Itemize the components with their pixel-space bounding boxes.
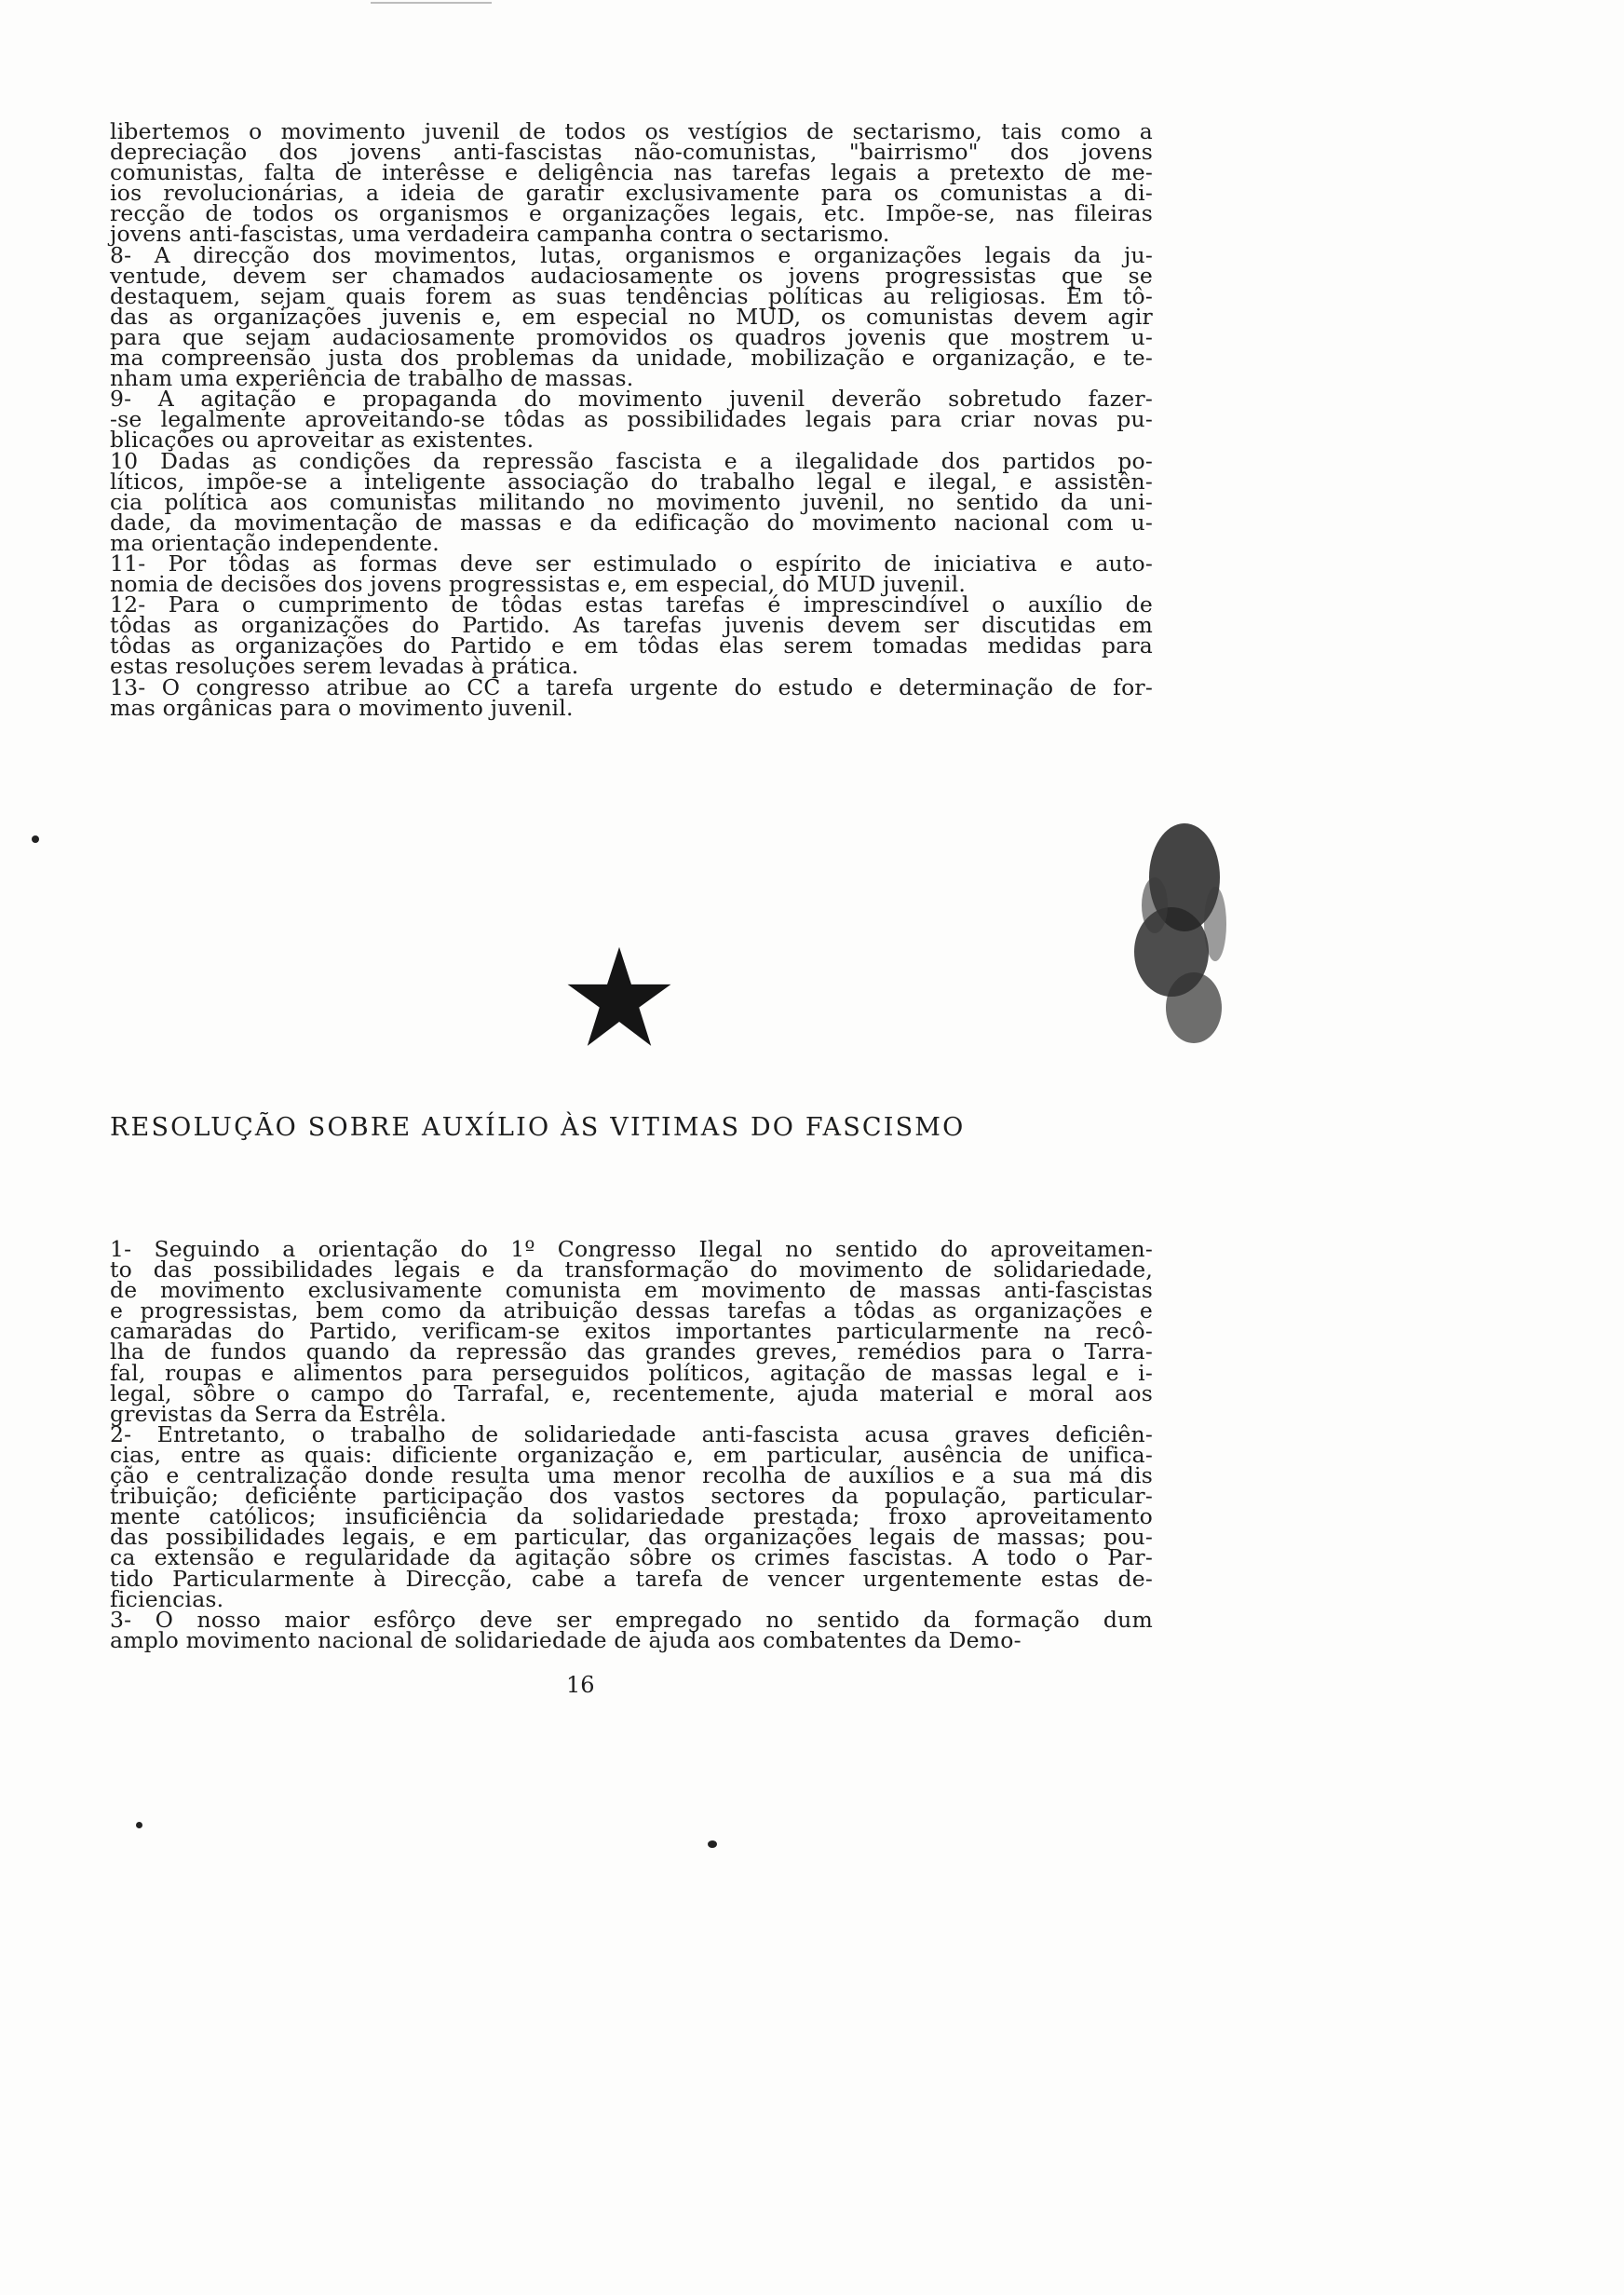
text-line: mente católicos; insuficiência da solidariedade prestada; froxo aproveitamento bbox=[110, 1503, 1153, 1530]
text-line: 3- O nosso maior esfôrço deve ser empregado no sentido da formação dum bbox=[110, 1606, 1153, 1633]
text-line: ios revolucionárias, a ideia de garatir exclusivamente para os comunistas a di- bbox=[110, 180, 1153, 207]
text-line: -se legalmente aproveitando-se tôdas as possibilidades legais para criar novas pu- bbox=[110, 406, 1153, 433]
text-line: ma compreensão justa dos problemas da unidade, mobilização e organização, e te- bbox=[110, 345, 1153, 372]
resolution-body-text bbox=[110, 1236, 1153, 1653]
text-line: 12- Para o cumprimento de tôdas estas tarefas é imprescindível o auxílio de bbox=[110, 591, 1153, 618]
text-line: ca extensão e regularidade da agitação sôbre os crimes fascistas. A todo o Par- bbox=[110, 1544, 1153, 1571]
text-line: estas resoluções serem levadas à prática. bbox=[110, 653, 579, 680]
text-line: dade, da movimentação de massas e da edificação do movimento nacional com u- bbox=[110, 509, 1153, 536]
text-line: ção e centralização donde resulta uma menor recolha de auxílios e a sua má dis bbox=[110, 1462, 1153, 1489]
resolution-heading: RESOLUÇÃO SOBRE AUXÍLIO ÀS VITIMAS DO FASCISMO bbox=[110, 1113, 966, 1142]
text-line: das as organizações juvenis e, em especial no MUD, os comunistas devem agir bbox=[110, 303, 1153, 330]
text-line: de movimento exclusivamente comunista em movimento de massas anti-fascistas bbox=[110, 1277, 1153, 1304]
text-line: jovens anti-fascistas, uma verdadeira campanha contra o sectarismo. bbox=[110, 221, 890, 248]
text-line: tôdas as organizações do Partido e em tôdas elas serem tomadas medidas para bbox=[110, 632, 1153, 659]
scan-mark bbox=[371, 2, 492, 4]
text-line: 2- Entretanto, o trabalho de solidariedade anti-fascista acusa graves deficiên- bbox=[110, 1420, 1153, 1447]
text-line: to das possibilidades legais e da transformação do movimento de solidariedade, bbox=[110, 1256, 1153, 1283]
text-line: 8- A direcção dos movimentos, lutas, organismos e organizações legais da ju- bbox=[110, 241, 1153, 268]
ink-speck bbox=[32, 835, 39, 843]
text-line: destaquem, sejam quais forem as suas tendências políticas au religiosas. Em tô- bbox=[110, 282, 1153, 309]
ink-speck bbox=[708, 1840, 717, 1848]
text-line: nomia de decisões dos jovens progressistas e, em especial, do MUD juvenil. bbox=[110, 571, 966, 598]
text-line: 1- Seguindo a orientação do 1º Congresso Ilegal no sentido do aproveitamen- bbox=[110, 1236, 1153, 1262]
text-line: líticos, impõe-se a inteligente associação do trabalho legal e ilegal, e assistên- bbox=[110, 468, 1153, 495]
ink-smudge bbox=[1127, 812, 1238, 1064]
text-line: ventude, devem ser chamados audaciosamente os jovens progressistas que se bbox=[110, 262, 1153, 289]
youth-resolution-text bbox=[110, 118, 1153, 721]
page-number: 16 bbox=[566, 1672, 595, 1698]
text-line: para que sejam audaciosamente promovidos os quadros jovenis que mostrem u- bbox=[110, 323, 1153, 350]
text-line: grevistas da Serra da Estrêla. bbox=[110, 1400, 447, 1427]
text-line: libertemos o movimento juvenil de todos os vestígios de sectarismo, tais como a bbox=[110, 118, 1153, 144]
text-line: mas orgânicas para o movimento juvenil. bbox=[110, 694, 574, 721]
text-line: fal, roupas e alimentos para perseguidos políticos, agitação de massas legal e i- bbox=[110, 1359, 1153, 1386]
text-line: das possibilidades legais, e em particular, das organizações legais de massas; pou- bbox=[110, 1524, 1153, 1551]
ink-speck bbox=[136, 1822, 142, 1828]
text-line: ficiencias. bbox=[110, 1585, 224, 1612]
text-line: tribuição; deficiênte participação dos vastos sectores da população, particular- bbox=[110, 1483, 1153, 1510]
text-line: 13- O congresso atribue ao CC a tarefa urgente do estudo e determinação de for- bbox=[110, 673, 1153, 700]
text-line: blicações ou aproveitar as existentes. bbox=[110, 427, 535, 454]
text-line: depreciação dos jovens anti-fascistas não-comunistas, "bairrismo" dos jovens bbox=[110, 139, 1153, 166]
text-line: tôdas as organizações do Partido. As tarefas juvenis devem ser discutidas em bbox=[110, 612, 1153, 639]
text-line: ma orientação independente. bbox=[110, 529, 440, 556]
text-line: cia política aos comunistas militando no movimento juvenil, no sentido da uni- bbox=[110, 488, 1153, 515]
text-line: camaradas do Partido, verificam-se exitos importantes particularmente na recô- bbox=[110, 1318, 1153, 1345]
text-line: 9- A agitação e propaganda do movimento juvenil deverão sobretudo fazer- bbox=[110, 386, 1153, 413]
text-line: lha de fundos quando da repressão das grandes greves, remédios para o Tarra- bbox=[110, 1338, 1153, 1365]
text-line: comunistas, falta de interêsse e deligência nas tarefas legais a pretexto de me- bbox=[110, 159, 1153, 186]
star-emblem-icon bbox=[564, 943, 674, 1052]
text-line: nham uma experiência de trabalho de massas. bbox=[110, 365, 634, 392]
text-line: tido Particularmente à Direcção, cabe a tarefa de vencer urgentemente estas de- bbox=[110, 1565, 1153, 1592]
text-line: recção de todos os organismos e organizações legais, etc. Impõe-se, nas fileiras bbox=[110, 200, 1153, 227]
text-line: cias, entre as quais: dificiente organização e, em particular, ausência de unifica- bbox=[110, 1441, 1153, 1468]
text-line: amplo movimento nacional de solidariedade de ajuda aos combatentes da Demo- bbox=[110, 1626, 1022, 1653]
text-line: 11- Por tôdas as formas deve ser estimulado o espírito de iniciativa e auto- bbox=[110, 550, 1153, 577]
text-line: e progressistas, bem como da atribuição dessas tarefas a tôdas as organizações e bbox=[110, 1297, 1153, 1324]
text-line: legal, sôbre o campo do Tarrafal, e, recentemente, ajuda material e moral aos bbox=[110, 1379, 1153, 1406]
text-line: 10 Dadas as condições da repressão fascista e a ilegalidade dos partidos po- bbox=[110, 447, 1153, 474]
